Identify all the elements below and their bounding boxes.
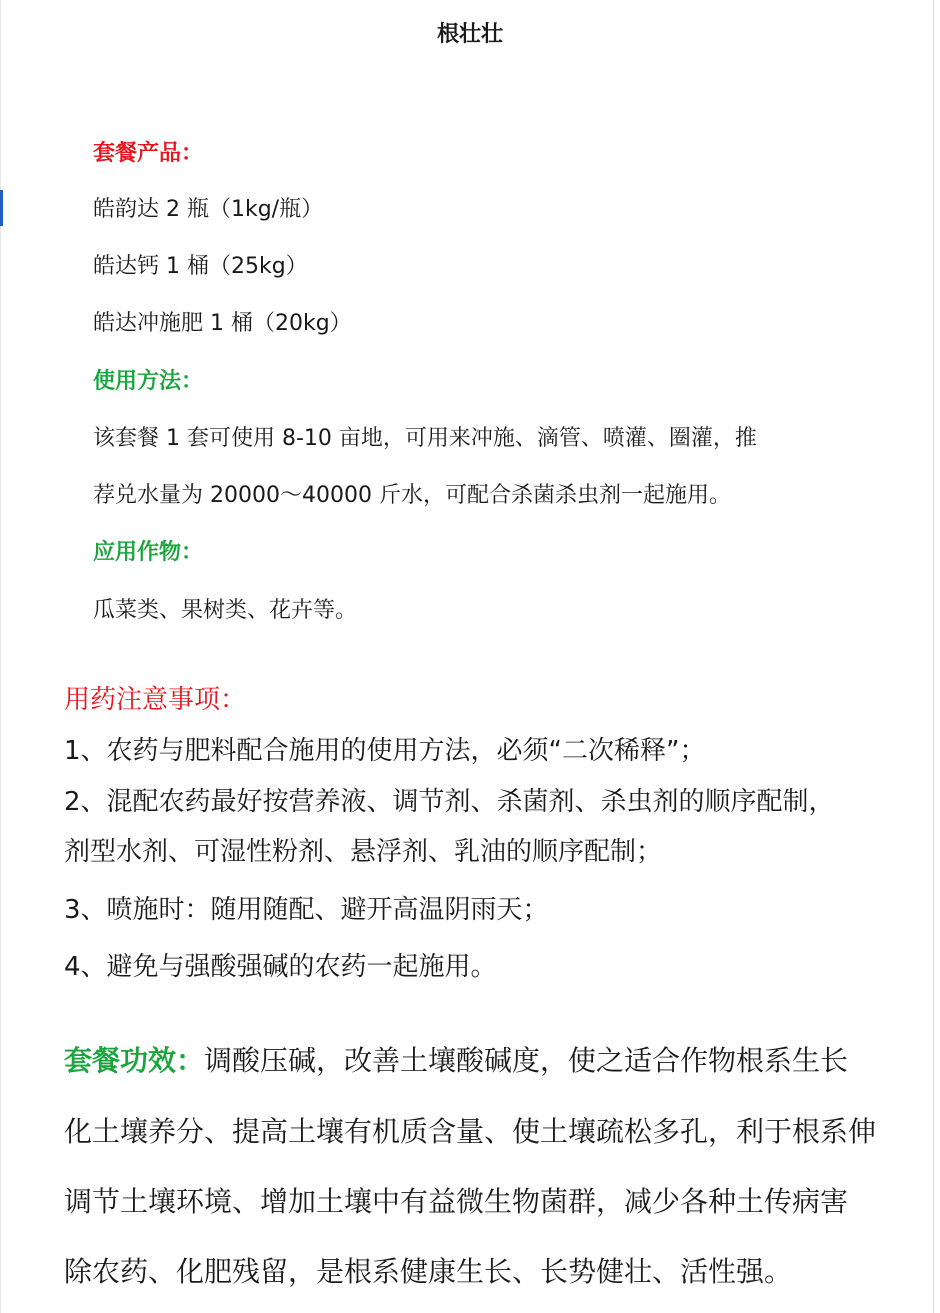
- package-item: 皓韵达 2 瓶（1kg/瓶）: [93, 197, 324, 222]
- right-border: [933, 0, 934, 1313]
- notes-line: 3、喷施时：随用随配、避开高温阴雨天；: [64, 895, 549, 925]
- page-title: 根壮壮: [436, 22, 503, 47]
- notes-line: 剂型水剂、可湿性粉剂、悬浮剂、乳油的顺序配制；: [64, 837, 663, 867]
- usage-line: 荐兑水量为 20000～40000 斤水，可配合杀菌杀虫剂一起施用。: [93, 483, 731, 508]
- package-item: 皓达钙 1 桶（25kg）: [93, 254, 308, 279]
- notes-line: 1、农药与肥料配合施用的使用方法，必须“二次稀释”；: [64, 736, 706, 766]
- effect-text: 调酸压碱，改善土壤酸碱度，使之适合作物根系生长: [204, 1044, 849, 1077]
- notes-line: 4、避免与强酸强碱的农药一起施用。: [64, 952, 497, 982]
- package-heading: 套餐产品：: [93, 141, 204, 166]
- effect-line: 化土壤养分、提高土壤有机质含量、使土壤疏松多孔，利于根系伸: [64, 1115, 877, 1148]
- usage-line: 该套餐 1 套可使用 8-10 亩地，可用来冲施、滴管、喷灌、圈灌，推: [93, 426, 757, 451]
- effect-line: 调节土壤环境、增加土壤中有益微生物菌群，减少各种土传病害: [64, 1185, 849, 1218]
- notes-line: 2、混配农药最好按营养液、调节剂、杀菌剂、杀虫剂的顺序配制，: [64, 787, 835, 817]
- package-item: 皓达冲施肥 1 桶（20kg）: [93, 311, 352, 336]
- effect-line: 除农药、化肥残留，是根系健康生长、长势健壮、活性强。: [64, 1255, 793, 1288]
- usage-heading: 使用方法：: [93, 369, 204, 394]
- effect-heading: 套餐功效：: [64, 1044, 205, 1077]
- crops-heading: 应用作物：: [93, 540, 204, 565]
- effect-first-line: [64, 1039, 848, 1079]
- notes-heading: 用药注意事项：: [64, 685, 247, 715]
- crops-text: 瓜菜类、果树类、花卉等。: [93, 598, 358, 623]
